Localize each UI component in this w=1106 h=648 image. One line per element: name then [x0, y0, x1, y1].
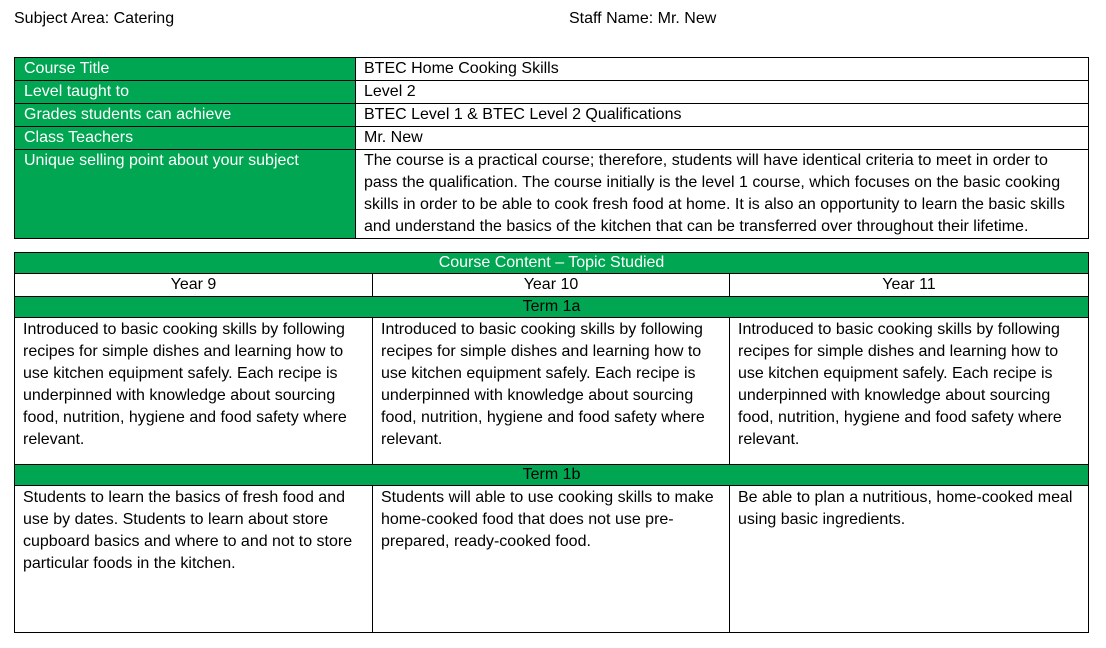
year-10-header: Year 10: [373, 274, 730, 297]
term-1a-year-9-cell: Introduced to basic cooking skills by following recipes for simple dishes and learning how to use kitchen equipment safely. Each recipe is underpinned with knowledge about sourcing food, nutrition, hygiene and food safety where relevant.: [15, 318, 373, 465]
course-content-band-row: [15, 253, 1089, 274]
course-content-title: Course Content – Topic Studied: [15, 253, 1089, 274]
term-1b-row: [15, 486, 1089, 633]
year-11-header: Year 11: [730, 274, 1089, 297]
usp-row: [15, 150, 1089, 239]
term-1a-year-11-cell: Introduced to basic cooking skills by following recipes for simple dishes and learning how to use kitchen equipment safely. Each recipe is underpinned with knowledge about sourcing food, nutrition, hygiene and food safety where relevant.: [730, 318, 1089, 465]
term-1b-band-row: [15, 465, 1089, 486]
level-row: [15, 81, 1089, 104]
teachers-row: [15, 127, 1089, 150]
course-info-table: [14, 57, 1089, 239]
course-title-label: Course Title: [15, 58, 356, 81]
subject-area-label: Subject Area: Catering: [14, 10, 175, 27]
course-title-row: [15, 58, 1089, 81]
grades-value: BTEC Level 1 & BTEC Level 2 Qualifications: [356, 104, 1089, 127]
term-1b-label: Term 1b: [15, 465, 1089, 486]
term-1a-label: Term 1a: [15, 297, 1089, 318]
teachers-value: Mr. New: [356, 127, 1089, 150]
year-9-header: Year 9: [15, 274, 373, 297]
term-1b-year-10-cell: Students will able to use cooking skills to make home-cooked food that does not use pre-prepared, ready-cooked food.: [373, 486, 730, 633]
term-1a-row: [15, 318, 1089, 465]
usp-label: Unique selling point about your subject: [15, 150, 356, 239]
term-1b-year-11-cell: Be able to plan a nutritious, home-cooked meal using basic ingredients.: [730, 486, 1089, 633]
staff-name-label: Staff Name: Mr. New: [569, 10, 717, 27]
grades-row: [15, 104, 1089, 127]
term-1a-year-10-cell: Introduced to basic cooking skills by following recipes for simple dishes and learning how to use kitchen equipment safely. Each recipe is underpinned with knowledge about sourcing food, nutrition, hygiene and food safety where relevant.: [373, 318, 730, 465]
level-value: Level 2: [356, 81, 1089, 104]
grades-label: Grades students can achieve: [15, 104, 356, 127]
course-content-table: [14, 252, 1089, 633]
term-1b-year-9-cell: Students to learn the basics of fresh food and use by dates. Students to learn about store cupboard basics and where to and not to store particular foods in the kitchen.: [15, 486, 373, 633]
course-title-value: BTEC Home Cooking Skills: [356, 58, 1089, 81]
teachers-label: Class Teachers: [15, 127, 356, 150]
term-1a-band-row: [15, 297, 1089, 318]
usp-value: The course is a practical course; therefore, students will have identical criteria to meet in order to pass the qualification. The course initially is the level 1 course, which focuses on the basic cooking skills in order to be able to cook fresh food at home. It is also an opportunity to learn the basic skills and understand the basics of the kitchen that can be transferred over throughout their lifetime.: [356, 150, 1089, 239]
level-label: Level taught to: [15, 81, 356, 104]
year-header-row: [15, 274, 1089, 297]
